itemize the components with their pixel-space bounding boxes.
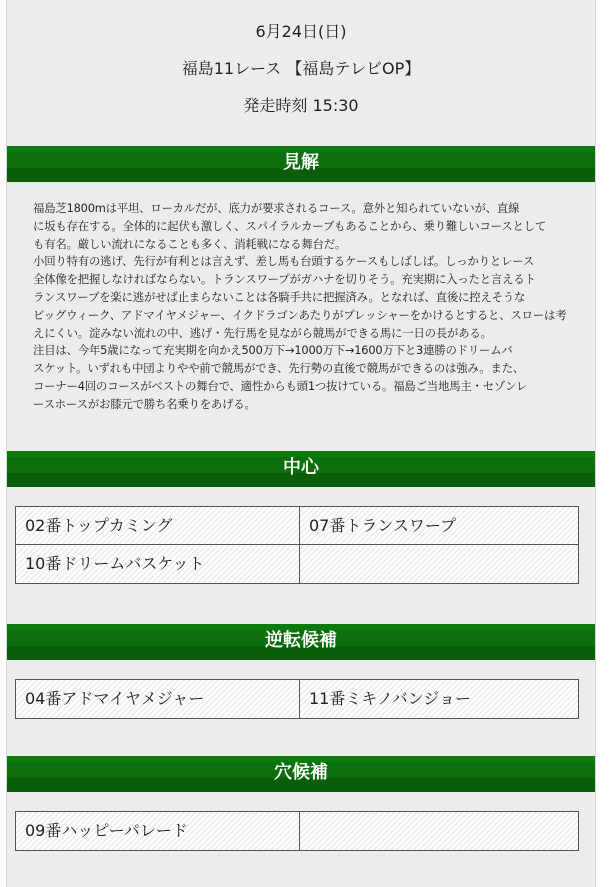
reverse-pick-table [15,679,579,719]
analysis-line: 注目は、今年5歳になって充実期を向かえ500万下→1000万下→1600万下と3連勝のドリームバ [33,343,513,358]
analysis-line: に坂も存在する。全体的に起伏も激しく、スパイラルカーブもあることから、乗り難しいコースとして [33,218,547,233]
pick-cell: 11番ミキノバンジョー [300,680,578,718]
analysis-header: 見解 [7,146,595,182]
pick-cell-empty [300,812,578,850]
race-date: 6月24日(日) [255,22,347,41]
analysis-line: えにくい。淀みない流れの中、逃げ・先行馬を見ながら競馬ができる馬に一日の長がある。 [33,325,492,340]
analysis-line: ランスワープを楽に逃がせば止まらないことは各騎手共に把握済み。となれば、直後に控えそうな [33,289,526,304]
analysis-line: 福島芝1800mは平坦、ローカルだが、底力が要求されるコース。意外と知られていないが、直線 [33,201,520,215]
analysis-line: スケット。いずれも中団よりやや前で競馬ができ、先行勢の直後で競馬ができるのは強み。また、 [33,361,525,376]
pick-cell: 07番トランスワープ [300,507,578,545]
pick-cell-empty [300,545,578,583]
pick-cell: 09番ハッピーパレード [16,812,300,850]
analysis-line: 小回り特有の逃げ、先行が有利とは言えず、差し馬も台頭するケースもしばしば。しっかりとレース [33,254,535,269]
analysis-line: ビッグウィーク、アドマイヤメジャー、イクドラゴンあたりがプレッシャーをかけるとすると、スローは考 [33,307,567,322]
longshot-pick-table [15,811,579,851]
pick-cell: 10番ドリームバスケット [16,545,300,583]
analysis-line: コーナー4回のコースがベストの舞台で、適性からも頭1つ抜けている。福島ご当地馬主・セゾンレ [33,378,528,393]
start-time: 発走時刻 15:30 [243,96,359,115]
longshot-pick-header: 穴候補 [7,756,595,792]
main-pick-header: 中心 [7,451,595,487]
race-name: 福島11レース 【福島テレビOP】 [181,59,421,78]
analysis-text [33,200,569,414]
main-pick-table [15,506,579,584]
analysis-line: 全体像を把握しなければならない。トランスワープがガハナを切りそう。充実期に入ったと言えるト [33,272,536,287]
reverse-pick-header: 逆転候補 [7,624,595,660]
analysis-line: も有名。厳しい流れになることも多く、消耗戦になる舞台だ。 [33,236,347,251]
analysis-line: ースホースがお膝元で勝ち名乗りをあげる。 [33,396,256,411]
content-panel [6,0,596,887]
pick-cell: 04番アドマイヤメジャー [16,680,300,718]
pick-cell: 02番トップカミング [16,507,300,545]
